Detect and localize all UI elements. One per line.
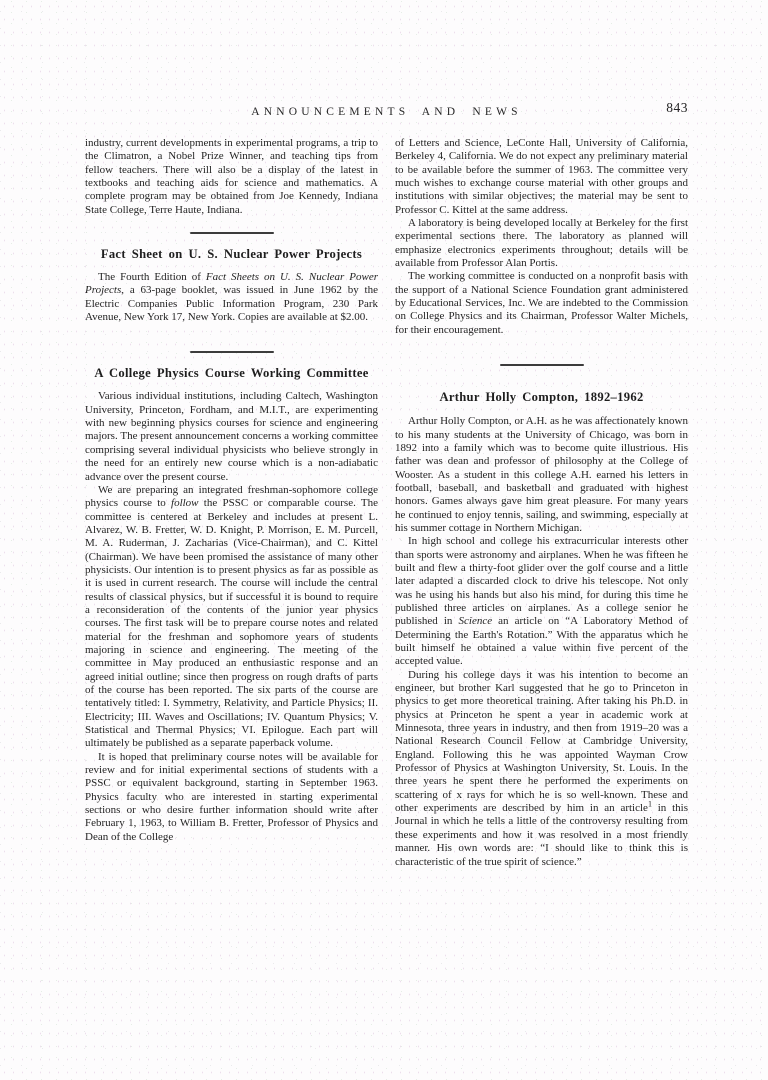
text-run: The Fourth Edition of [98, 271, 206, 284]
compton-paragraph-1: Arthur Holly Compton, or A.H. as he was affectionately known to his many students at the University of Chicago, was born in 1892 into a family which was to become quite illustrious. His father was dean and professor of philosophy at the College of Wooster. As a student in this college A.H. earned his letters in football, baseball, and basketball and graduated with highest honors. Games always gave him great pleasure. For many years he continued to enjoy tennis, sailing, and swimming, especially at his summer cottage in Northern Michigan. [395, 415, 688, 534]
text-run: In high school and college his extracurricular interests other than sports were astronomy and airplanes. When he was fifteen he built and flew a thirty-foot glider over the golf course and a little later adapted a discarded clock to drive his telescope. Not only was he using his hands but also his mind, for during this time he published three articles on airplanes. As a college senior he published in [395, 535, 688, 628]
running-head [85, 102, 688, 118]
section-divider [500, 364, 584, 366]
section-divider [190, 232, 274, 234]
working-committee-paragraph: The working committee is conducted on a nonprofit basis with the support of a National Science Foundation grant administered by Educational Services, Inc. We are indebted to the Commission on College Physics and its Chairman, Professor Walter Michels, for their encouragement. [395, 270, 688, 336]
section-divider [190, 351, 274, 353]
left-column [85, 137, 378, 869]
laboratory-paragraph: A laboratory is being developed locally at Berkeley for the first experimental sections there. The laboratory as planned will emphasize electronics experiments throughout; details will be available from Professor Alan Portis. [395, 217, 688, 270]
text-run: , a 63-page booklet, was issued in June 1962 by the Electric Companies Public Information Program, 230 Park Avenue, New York 17, New York. Copies are available at $2.00. [85, 284, 378, 324]
text-run: an article on “A Laboratory Method of Determining the Earth's Rotation.” With the apparatus which he built himself he obtained a value within five percent of the accepted value. [395, 615, 688, 668]
fact-sheet-paragraph [85, 271, 378, 324]
text-run: During his college days it was his intention to become an engineer, but brother Karl suggested that he go to Princeton in physics to get more theoretical training. After taking his Ph.D. in physics at Princeton he spent a year in academic work at Minnesota, three years in industry, and then from 1919–20 was a National Research Council Fellow at Cambridge University, England. Following this he was appointed Wayman Crow Professor of Physics at Washington University, St. Louis. In the three years he spent there he performed the experiments on scattering of x rays for which he is so well-known. These and other experiments are described by him in an article [395, 668, 688, 815]
italic-word: follow [171, 497, 199, 510]
compton-paragraph-3 [395, 669, 688, 869]
section-heading-fact-sheet: Fact Sheet on U. S. Nuclear Power Projects [100, 247, 363, 262]
two-column-layout [85, 137, 688, 869]
text-run: We are preparing an integrated freshman-sophomore college physics course to [85, 483, 378, 510]
page-title: ANNOUNCEMENTS AND NEWS [251, 106, 522, 118]
text-run: the PSSC or comparable course. The committee is centered at Berkeley and includes at present L. Alvarez, W. B. Fretter, W. D. Knight, P. Morrison, E. M. Purcell, M. A. Ruderman, J. Zacharias (Vice-Chairman), and C. Kittel (Chairman). We have been promised the assistance of many other physicists. Our intention is to present physics as far as possible as it is used in current research. The course will include the central results of classical physics, but if successful it is bound to require a reconsideration of the contents of the junior year physics courses. The first task will be to prepare course notes and related material for the freshman and sophomore years of students majoring in science and engineering. The meeting of the committee in May produced an enthusiastic response and an agreed initial outline; since then progress on rough drafts of parts of the course has been reported. The six parts of the course are tentatively titled: I. Symmetry, Relativity, and Particle Physics; II. Electricity; III. Waves and Oscillations; IV. Quantum Physics; V. Statistical and Thermal Physics; VI. Epilogue. Each part will ultimately be published as a separate paperback volume. [85, 497, 378, 750]
page-number: 843 [666, 100, 688, 115]
committee-paragraph-3: It is hoped that preliminary course notes will be available for review and for initial experimental sections of students with a PSSC or equivalent background, starting in September 1963. Physics faculty who are interested in starting experimental sections or who desire further information should write after February 1, 1963, to William B. Fretter, Professor of Physics and Dean of the College [85, 750, 378, 843]
section-heading-compton-obituary: Arthur Holly Compton, 1892–1962 [439, 390, 644, 405]
continued-paragraph: of Letters and Science, LeConte Hall, University of California, Berkeley 4, California. We do not expect any preliminary material to be available before the summer of 1963. The committee very much wishes to exchange course material with other groups and institutions with similar objectives; the material may be sent to Professor C. Kittel at the same address. [395, 137, 688, 216]
section-heading-college-committee: A College Physics Course Working Committee [94, 366, 369, 381]
italic-journal-name: Science [458, 615, 493, 628]
text-run: in this Journal in which he tells a little of the controversy resulting from these experiments and how it was resolved in a most friendly manner. His own words are: “I should like to think this is characteristic of the true spirit of science.” [395, 802, 689, 868]
footnote-marker: 1 [647, 799, 652, 809]
right-column [395, 137, 688, 869]
compton-paragraph-2 [395, 535, 688, 668]
committee-paragraph-1: Various individual institutions, including Caltech, Washington University, Princeton, Fordham, and M.I.T., are experimenting with new beginning physics courses for science and engineering majors. The present announcement concerns a working committee comprising several individual physicists who believe strongly in the need for an entirely new course which is a non-adiabatic advance over the present course. [85, 390, 378, 483]
committee-paragraph-2 [85, 484, 378, 751]
italic-title: Fact Sheets on U. S. Nuclear Power Projects [85, 271, 378, 297]
continued-paragraph: industry, current developments in experimental programs, a trip to the Climatron, a Nobel Prize Winner, and teaching tips from fellow teachers. There will also be a display of the latest in textbooks and teaching aids for science and mathematics. A complete program may be obtained from Joe Kennedy, Indiana State College, Terre Haute, Indiana. [85, 137, 378, 216]
